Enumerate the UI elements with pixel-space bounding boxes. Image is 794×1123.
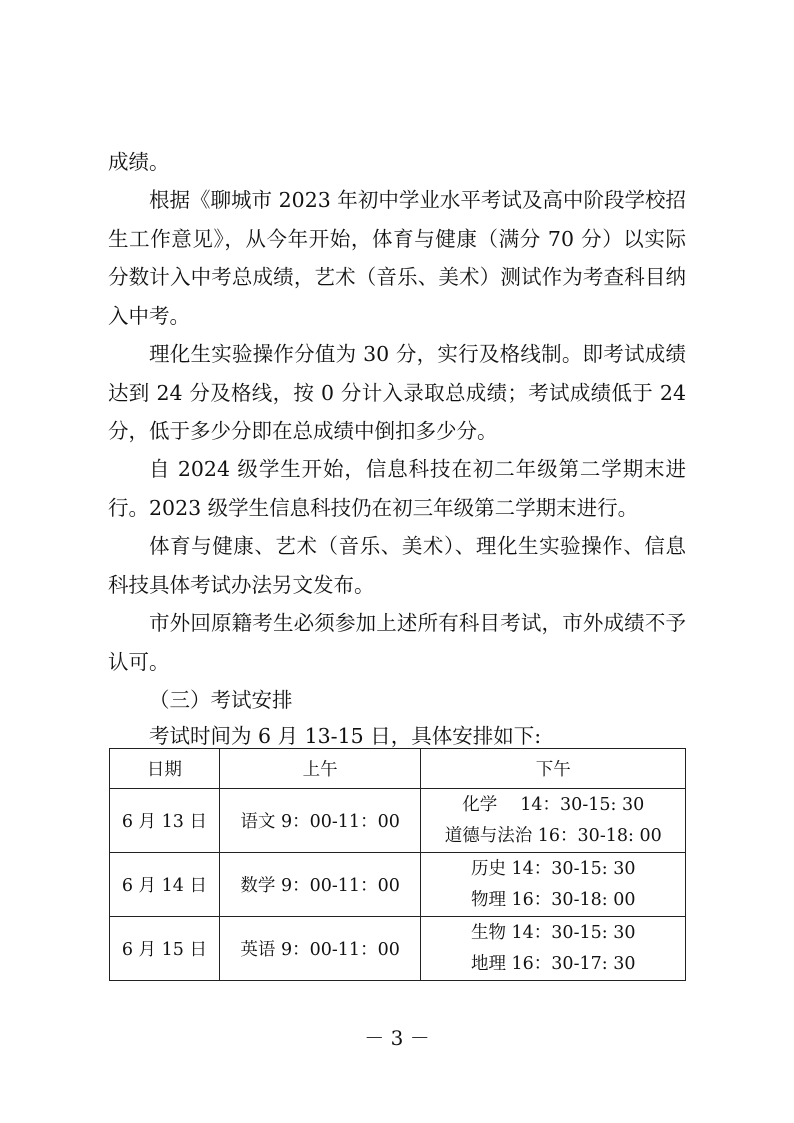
afternoon-exam: 道德与法治 16：30-18: 00 xyxy=(444,825,662,846)
table-row xyxy=(110,917,686,981)
cell-morning: 英语 9：00-11：00 xyxy=(219,917,421,981)
afternoon-exam: 地理 16：30-17: 30 xyxy=(470,953,636,974)
cell-morning: 数学 9：00-11：00 xyxy=(219,853,421,917)
paragraph-sports-arts: 根据《聊城市 2023 年初中学业水平考试及高中阶段学校招生工作意见》，从今年开始，体育与健康（满分 70 分）以实际分数计入中考总成绩，艺术（音乐、美术）测试作为考查科目纳入中考。 xyxy=(108,188,686,328)
paragraph-lab-operation: 理化生实验操作分值为 30 分，实行及格线制。即考试成绩达到 24 分及格线，按 0 分计入录取总成绩；考试成绩低于 24 分，低于多少分即在总成绩中倒扣多少分。 xyxy=(108,342,686,443)
paragraph-exam-methods: 体育与健康、艺术（音乐、美术）、理化生实验操作、信息科技具体考试办法另文发布。 xyxy=(108,534,686,597)
paragraph-out-of-city: 市外回原籍考生必须参加上述所有科目考试，市外成绩不予认可。 xyxy=(108,611,686,674)
cell-afternoon xyxy=(421,917,686,981)
cell-afternoon xyxy=(421,789,686,853)
header-date: 日期 xyxy=(110,749,220,789)
paragraph-continuation: 成绩。 xyxy=(108,150,170,174)
exam-schedule-table xyxy=(109,748,686,981)
cell-morning: 语文 9：00-11：00 xyxy=(219,789,421,853)
section-heading: （三）考试安排 xyxy=(149,688,293,712)
afternoon-exam: 生物 14：30-15: 30 xyxy=(470,922,636,943)
cell-date: 6 月 13 日 xyxy=(110,789,220,853)
schedule-intro: 考试时间为 6 月 13-15 日，具体安排如下: xyxy=(149,724,542,748)
paragraph-info-tech: 自 2024 级学生开始，信息科技在初二年级第二学期末进行。2023 级学生信息科技仍在初三年级第二学期末进行。 xyxy=(108,457,686,520)
afternoon-exam: 物理 16：30-18: 00 xyxy=(470,889,636,910)
afternoon-exam: 历史 14：30-15: 30 xyxy=(470,858,636,879)
cell-date: 6 月 14 日 xyxy=(110,853,220,917)
header-afternoon: 下午 xyxy=(421,749,686,789)
table-row xyxy=(110,853,686,917)
table-header-row xyxy=(110,749,686,789)
cell-date: 6 月 15 日 xyxy=(110,917,220,981)
cell-afternoon xyxy=(421,853,686,917)
header-morning: 上午 xyxy=(219,749,421,789)
page-number: － 3 － xyxy=(364,1026,430,1050)
afternoon-exam: 化学 14：30-15: 30 xyxy=(462,794,645,815)
table-row xyxy=(110,789,686,853)
